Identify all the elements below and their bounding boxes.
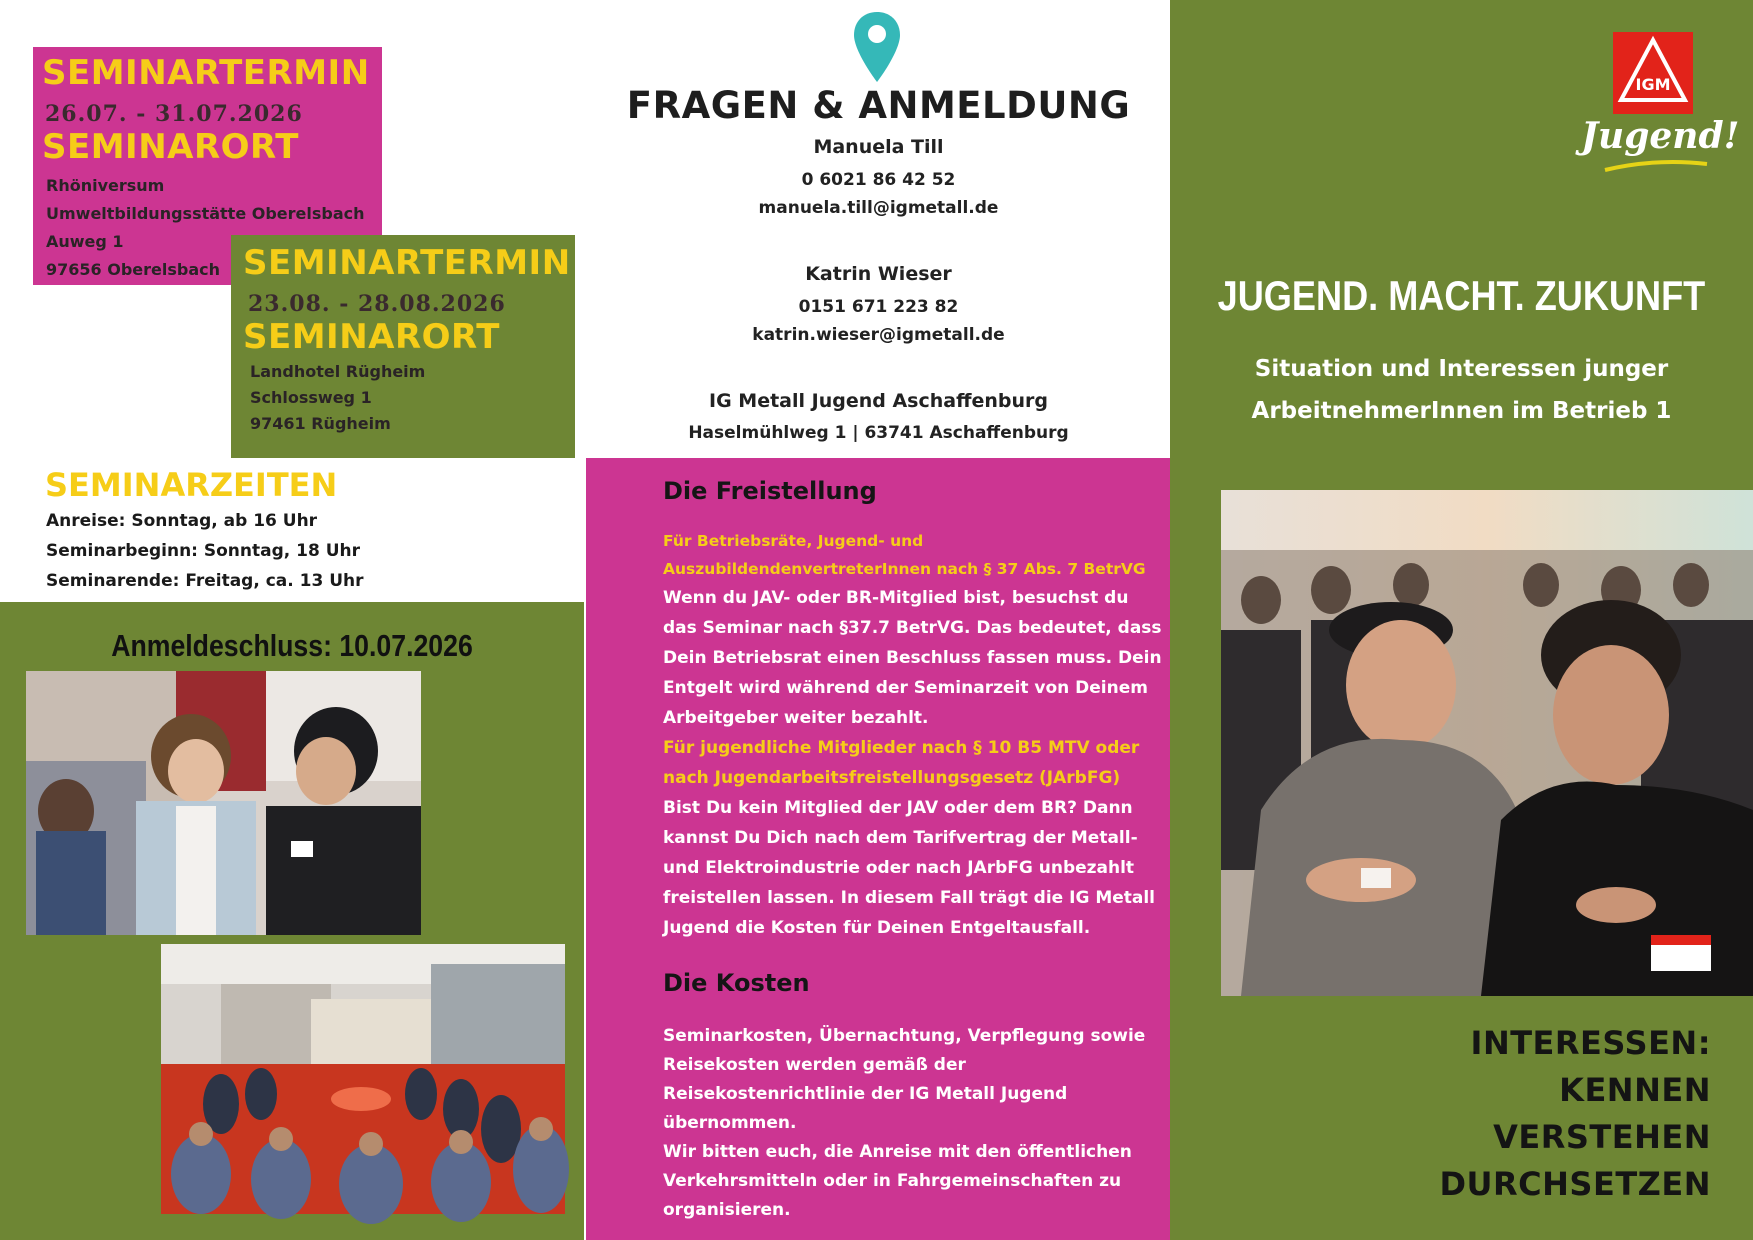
registration-deadline: Anmeldeschluss: 10.07.2026 (111, 628, 473, 663)
freistellung-body-line: Wenn du JAV- oder BR-Mitglied bist, besuchst du (663, 588, 1129, 608)
freistellung-body-line: Entgelt wird während der Seminarzeit von Deinem (663, 678, 1148, 698)
contact-org-address: Haselmühlweg 1 | 63741 Aschaffenburg (688, 423, 1069, 443)
seminar1-ort-label: SEMINARORT (42, 127, 299, 167)
contact-person1-name: Manuela Till (813, 136, 944, 158)
seminar1-address-line: Rhöniversum (46, 176, 165, 195)
contact-title: FRAGEN & ANMELDUNG (626, 84, 1131, 127)
freistellung-body-line: freistellen lassen. In diesem Fall trägt die IG Metall (663, 888, 1156, 908)
seminar-photo-conversation (26, 671, 421, 935)
logo-script-text: Jugend! (1581, 115, 1740, 157)
contact-org-name: IG Metall Jugend Aschaffenburg (709, 390, 1048, 412)
contact-person2-phone[interactable]: 0151 671 223 82 (798, 297, 959, 317)
kosten-title: Die Kosten (663, 969, 810, 997)
freistellung-subheading: nach Jugendarbeitsfreistellungsgesetz (JArbFG) (663, 768, 1121, 788)
contact-person1-email[interactable]: manuela.till@igmetall.de (758, 198, 999, 218)
seminar-photo-group-circle (161, 944, 565, 1214)
seminarzeiten-line: Seminarbeginn: Sonntag, 18 Uhr (46, 541, 361, 561)
seminar2-address-line: Schlossweg 1 (250, 388, 372, 407)
seminar2-ort-label: SEMINARORT (243, 317, 500, 357)
freistellung-subheading: Für jugendliche Mitglieder nach § 10 B5 MTV oder (663, 738, 1140, 758)
freistellung-subheading: AuszubildendenvertreterInnen nach § 37 Abs. 7 BetrVG (663, 560, 1146, 578)
seminar1-date: 26.07. - 31.07.2026 (45, 101, 303, 127)
contact-person2-email[interactable]: katrin.wieser@igmetall.de (752, 325, 1005, 345)
kosten-body-line: Wir bitten euch, die Anreise mit den öffentlichen (663, 1142, 1132, 1162)
seminarzeiten-line: Seminarende: Freitag, ca. 13 Uhr (46, 571, 364, 591)
kosten-body-line: Verkehrsmitteln oder in Fahrgemeinschaften zu (663, 1171, 1122, 1191)
seminar2-termin-label: SEMINARTERMIN (243, 243, 571, 283)
freistellung-body-line: Dein Betriebsrat einen Beschluss fassen muss. Dein (663, 648, 1162, 668)
freistellung-title: Die Freistellung (663, 477, 877, 505)
seminarzeiten-line: Anreise: Sonntag, ab 16 Uhr (46, 511, 318, 531)
contact-person2-name: Katrin Wieser (805, 263, 952, 285)
freistellung-body-line: Bist Du kein Mitglied der JAV oder dem BR? Dann (663, 798, 1133, 818)
logo-letters: IGM (1635, 75, 1671, 94)
seminar2-address-line: Landhotel Rügheim (250, 362, 426, 381)
freistellung-body-line: kannst Du Dich nach dem Tarifvertrag der Metall- (663, 828, 1138, 848)
kosten-body-line: Reisekosten werden gemäß der (663, 1055, 966, 1075)
interessen-line: VERSTEHEN (1493, 1118, 1711, 1156)
freistellung-body-line: und Elektroindustrie oder nach JArbFG unbezahlt (663, 858, 1135, 878)
seminar2-box (231, 235, 575, 458)
freistellung-body-line: Jugend die Kosten für Deinen Entgeltausfall. (663, 918, 1091, 938)
interessen-line: KENNEN (1559, 1071, 1711, 1109)
seminar1-address-line: Umweltbildungsstätte Oberelsbach (46, 204, 365, 223)
subtitle-line: Situation und Interessen junger (1254, 356, 1669, 382)
kosten-body-line: Seminarkosten, Übernachtung, Verpflegung sowie (663, 1026, 1146, 1046)
freistellung-body-line: das Seminar nach §37.7 BetrVG. Das bedeutet, dass (663, 618, 1162, 638)
jugend-script-logo (1575, 100, 1740, 178)
contact-person1-phone[interactable]: 0 6021 86 42 52 (801, 170, 956, 190)
seminar1-address-line: 97656 Oberelsbach (46, 260, 221, 279)
freistellung-subheading: Für Betriebsräte, Jugend- und (663, 532, 924, 550)
seminarzeiten-title: SEMINARZEITEN (45, 466, 338, 504)
kosten-body-line: organisieren. (663, 1200, 791, 1220)
interessen-line: DURCHSETZEN (1439, 1165, 1711, 1203)
seminar2-date: 23.08. - 28.08.2026 (248, 291, 506, 317)
kosten-body-line: übernommen. (663, 1113, 797, 1133)
seminar2-address-line: 97461 Rügheim (250, 414, 391, 433)
kosten-body-line: Reisekostenrichtlinie der IG Metall Jugend (663, 1084, 1068, 1104)
location-pin-icon (852, 10, 902, 84)
slogan: JUGEND. MACHT. ZUKUNFT (1217, 272, 1706, 319)
freistellung-body-line: Arbeitgeber weiter bezahlt. (663, 708, 929, 728)
interessen-line: INTERESSEN: (1470, 1024, 1711, 1062)
subtitle-line: ArbeitnehmerInnen im Betrieb 1 (1251, 398, 1672, 424)
seminar1-address-line: Auweg 1 (46, 232, 124, 251)
seminar1-termin-label: SEMINARTERMIN (42, 53, 370, 93)
main-photo-participants (1221, 490, 1753, 996)
